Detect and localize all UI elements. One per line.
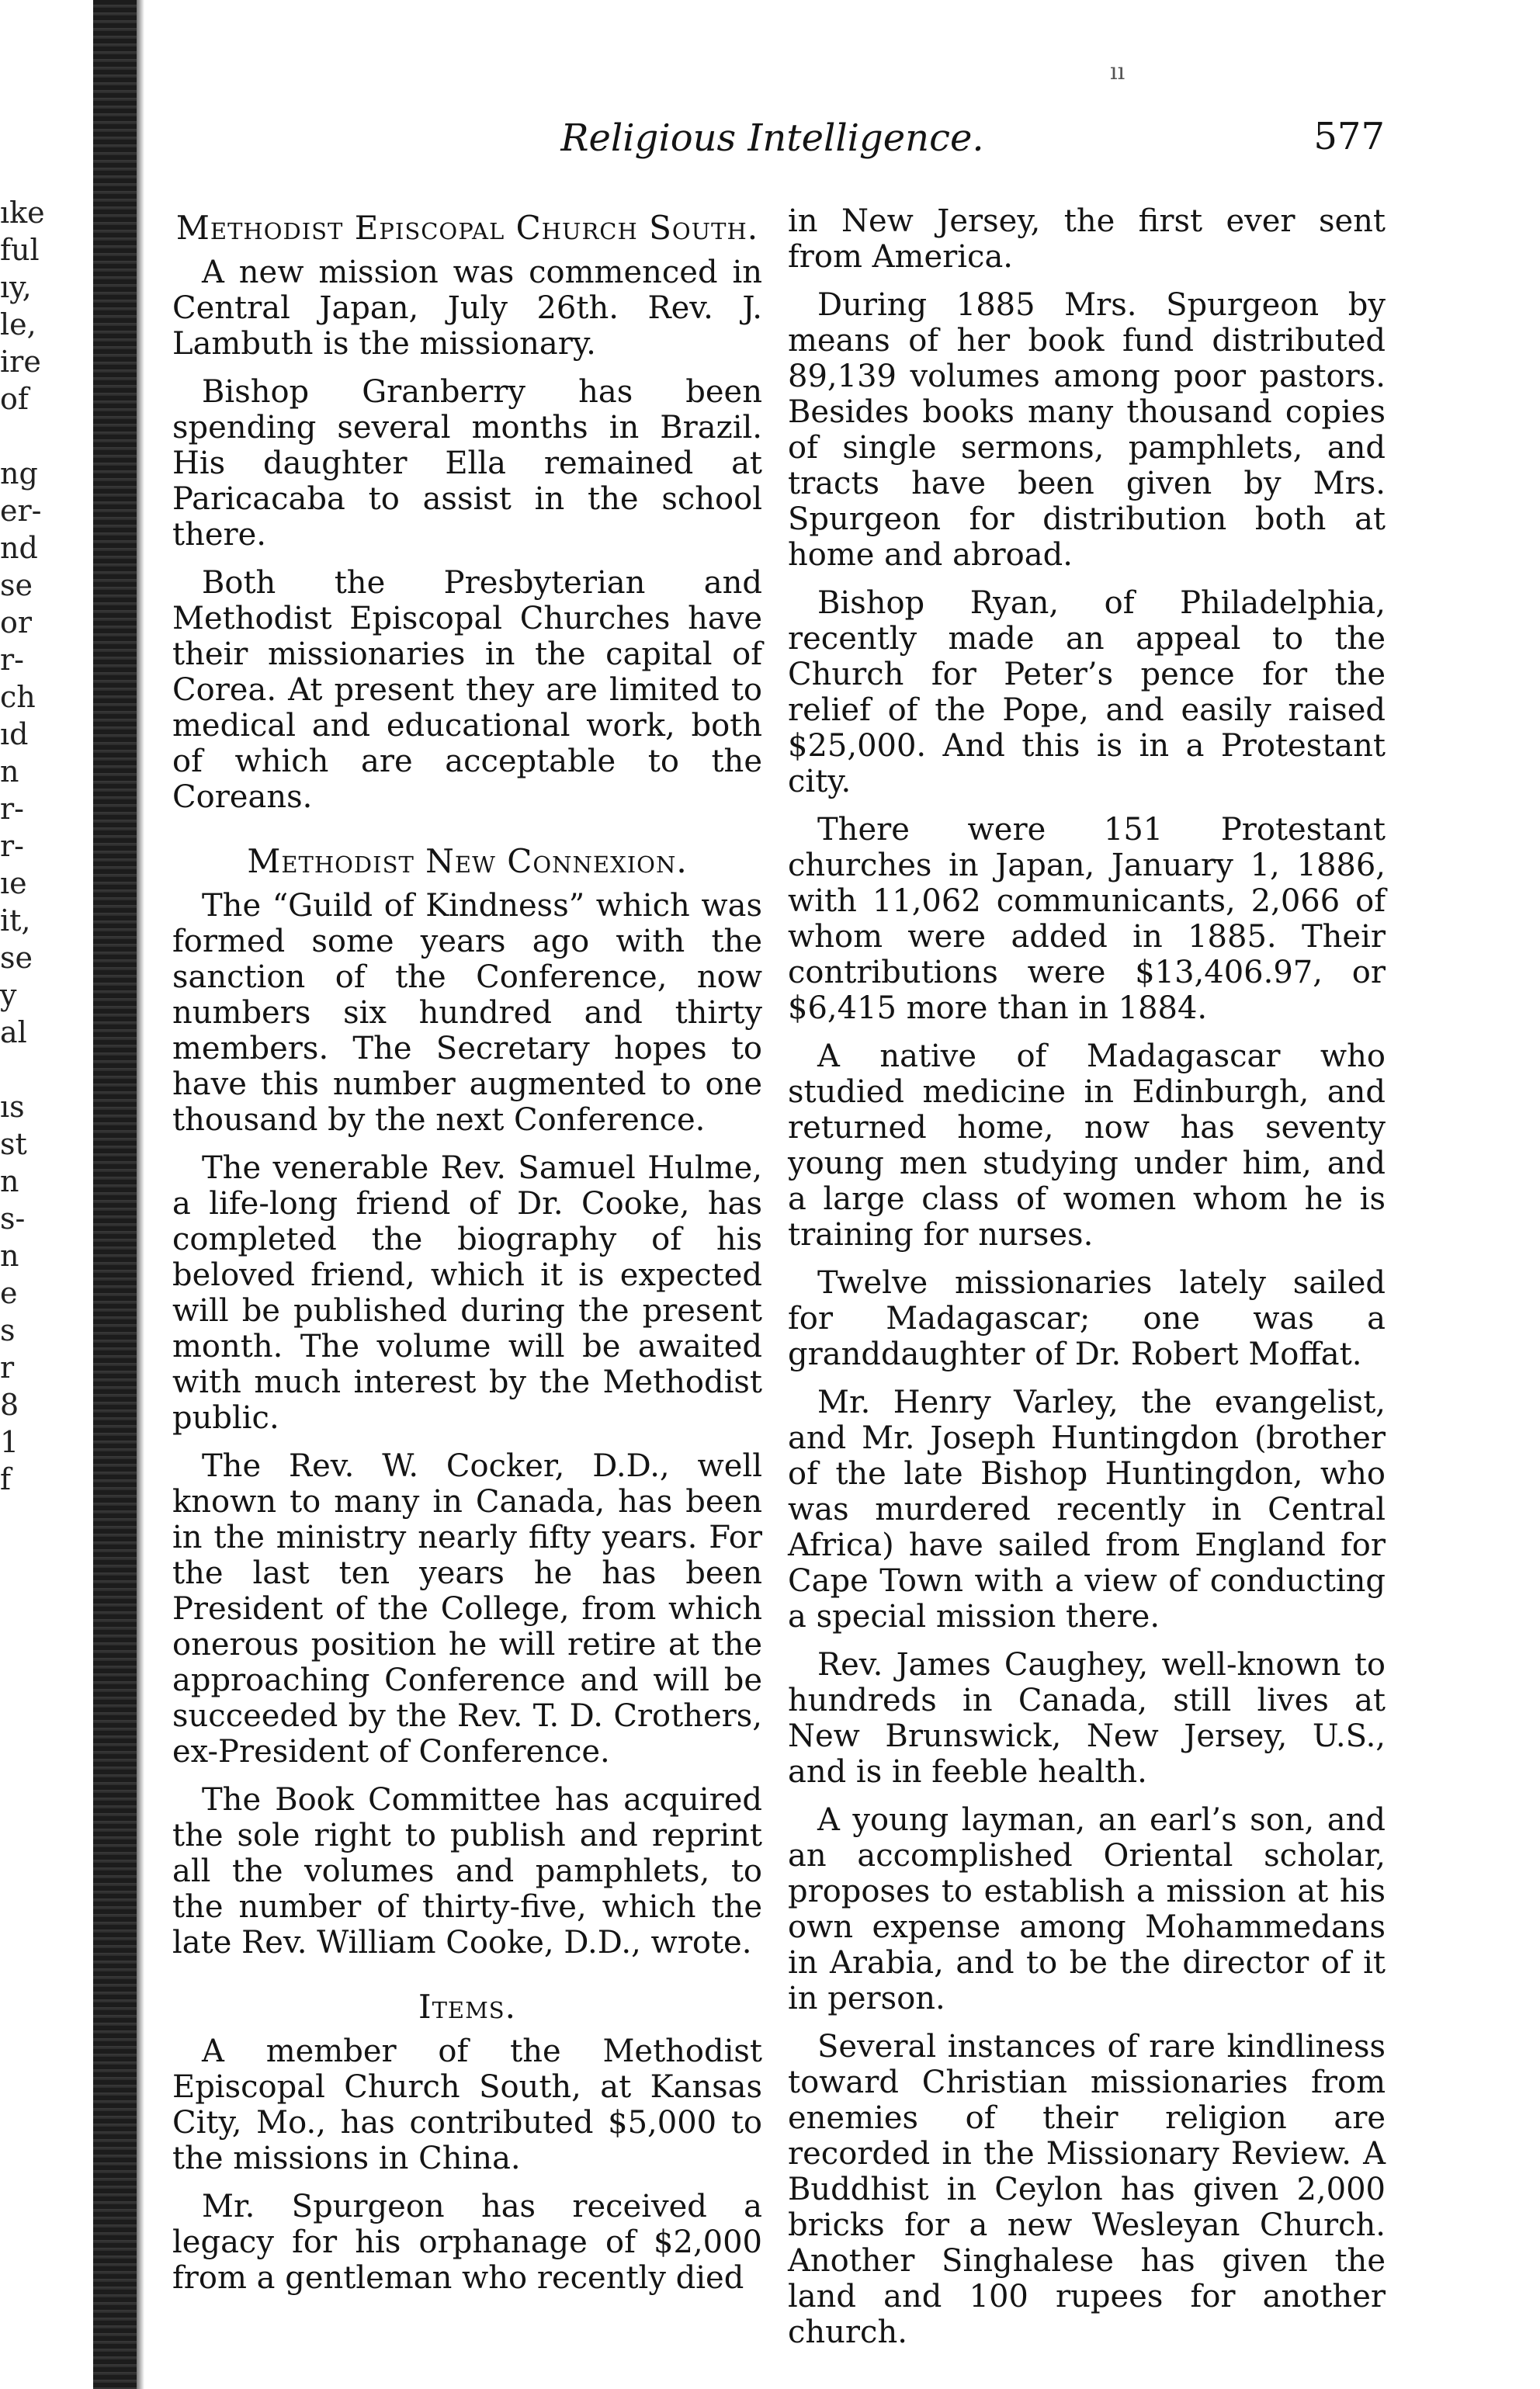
running-title: Religious Intelligence. <box>560 116 984 160</box>
paragraph: A young layman, an earl’s son, and an accomplished Oriental scholar, proposes to establish a mission at his own expense among Mohammedans in Arabia, and to be the director of it in person. <box>788 1802 1386 2016</box>
bleed-line: 1 <box>0 1425 19 1459</box>
paragraph: Twelve missionaries lately sailed for Madagascar; one was a granddaughter of Dr. Robert Moffat. <box>788 1265 1386 1372</box>
bleed-line: y <box>0 978 17 1012</box>
paragraph: Bishop Ryan, of Philadelphia, recently made an appeal to the Church for Peter’s pence for the relief of the Pope, and easily raised $25,000. And this is in a Protestant city. <box>788 585 1386 799</box>
paragraph: Several instances of rare kindliness toward Christian missionaries from enemies of their religion are recorded in the Missionary Review. A Buddhist in Ceylon has given 2,000 bricks for a new Wesleyan Church. Another Singhalese has given the land and 100 rupees for another church. <box>788 2029 1386 2350</box>
bleed-line: n <box>0 1239 19 1273</box>
paragraph: A native of Madagascar who studied medicine in Edinburgh, and returned home, now has seventy young men studying under him, and a large class of women whom he is training for nurses. <box>788 1038 1386 1253</box>
paragraph: Rev. James Caughey, well-known to hundreds in Canada, still lives at New Brunswick, New Jersey, U.S., and is in feeble health. <box>788 1647 1386 1790</box>
bleed-line: s- <box>0 1201 26 1236</box>
paragraph: The venerable Rev. Samuel Hulme, a life-long friend of Dr. Cooke, has completed the biography of his beloved friend, which it is expected will be published during the present month. The volume will be awaited with much interest by the Methodist public. <box>172 1150 762 1436</box>
bleed-line: ıy, <box>0 270 32 304</box>
paragraph: The Book Committee has acquired the sole right to publish and reprint all the volumes and pamphlets, to the number of thirty-five, which the late Rev. William Cooke, D.D., wrote. <box>172 1782 762 1961</box>
bleed-line: ire <box>0 345 41 379</box>
bleed-line: of <box>0 382 29 416</box>
left-column <box>172 203 762 2308</box>
bleed-line: se <box>0 568 33 602</box>
bleed-line: ıs <box>0 1090 25 1124</box>
bleed-line: ful <box>0 233 40 267</box>
paragraph: The Rev. W. Cocker, D.D., well known to many in Canada, has been in the ministry nearly fifty years. For the last ten years he has been President of the College, from which onerous position he will retire at the approaching Conference and will be succeeded by the Rev. T. D. Crothers, ex-President of Conference. <box>172 1448 762 1770</box>
bleed-line: it, <box>0 903 31 938</box>
paragraph: During 1885 Mrs. Spurgeon by means of her book fund distributed 89,139 volumes among poor pastors. Besides books many thousand copies of single sermons, pamphlets, and tracts have been given by Mrs. Spurgeon for distribution both at home and abroad. <box>788 287 1386 573</box>
paragraph: in New Jersey, the first ever sent from America. <box>788 203 1386 275</box>
bleed-line: r <box>0 1351 15 1385</box>
bleed-line: e <box>0 1276 18 1310</box>
paragraph: There were 151 Protestant churches in Japan, January 1, 1886, with 11,062 communicants, 2,066 of whom were added in 1885. Their contributions were $13,406.97, or $6,415 more than in 1884. <box>788 812 1386 1026</box>
paragraph: The “Guild of Kindness” which was formed some years ago with the sanction of the Conference, now numbers six hundred and thirty members. The Secretary hopes to have this number augmented to one thousand by the next Conference. <box>172 888 762 1138</box>
bleed-line: 8 <box>0 1388 19 1422</box>
bleed-line: ıke <box>0 196 45 230</box>
bleed-line: n <box>0 754 19 789</box>
section-heading: Methodist Episcopal Church South. <box>175 209 759 247</box>
bleed-line: al <box>0 1015 27 1049</box>
paragraph: A new mission was commenced in Central Japan, July 26th. Rev. J. Lambuth is the missionary. <box>172 255 762 362</box>
gutter-shadow <box>137 0 144 2389</box>
bleed-line: ıd <box>0 717 29 751</box>
page-number: 577 <box>1313 115 1385 158</box>
bleed-line: r- <box>0 829 25 863</box>
book-binding-gutter <box>93 0 137 2389</box>
paragraph: Both the Presbyterian and Methodist Episcopal Churches have their missionaries in the capital of Corea. At present they are limited to medical and educational work, both of which are acceptable to the Coreans. <box>172 565 762 815</box>
bleed-line: se <box>0 941 33 975</box>
bleed-line: s <box>0 1313 16 1347</box>
bleed-line: ch <box>0 680 36 714</box>
bleed-line: or <box>0 605 33 640</box>
facing-page-bleed <box>0 194 85 1498</box>
paragraph: Mr. Henry Varley, the evangelist, and Mr. Joseph Huntingdon (brother of the late Bishop Huntingdon, who was murdered recently in Central Africa) have sailed from England for Cape Town with a view of conducting a special mission there. <box>788 1385 1386 1635</box>
bleed-line: n <box>0 1164 19 1198</box>
bleed-line: ng <box>0 456 38 491</box>
paragraph: Bishop Granberry has been spending several months in Brazil. His daughter Ella remained at Paricacaba to assist in the school there. <box>172 374 762 553</box>
bleed-line: le, <box>0 307 36 342</box>
bleed-line: r- <box>0 792 25 826</box>
paragraph: A member of the Methodist Episcopal Church South, at Kansas City, Mo., has contributed $5,000 to the missions in China. <box>172 2034 762 2176</box>
bleed-line: ıe <box>0 866 27 900</box>
page-corner-mark: ıı <box>1110 58 1126 85</box>
bleed-line: er- <box>0 494 42 528</box>
paragraph: Mr. Spurgeon has received a legacy for his orphanage of $2,000 from a gentleman who recently died <box>172 2189 762 2296</box>
bleed-line: r- <box>0 643 25 677</box>
bleed-line: nd <box>0 531 38 565</box>
bleed-line: st <box>0 1127 27 1161</box>
bleed-line: f <box>0 1462 12 1496</box>
section-heading: Methodist New Connexion. <box>247 842 688 880</box>
right-column <box>788 203 1386 2363</box>
section-heading: Items. <box>418 1988 516 2026</box>
